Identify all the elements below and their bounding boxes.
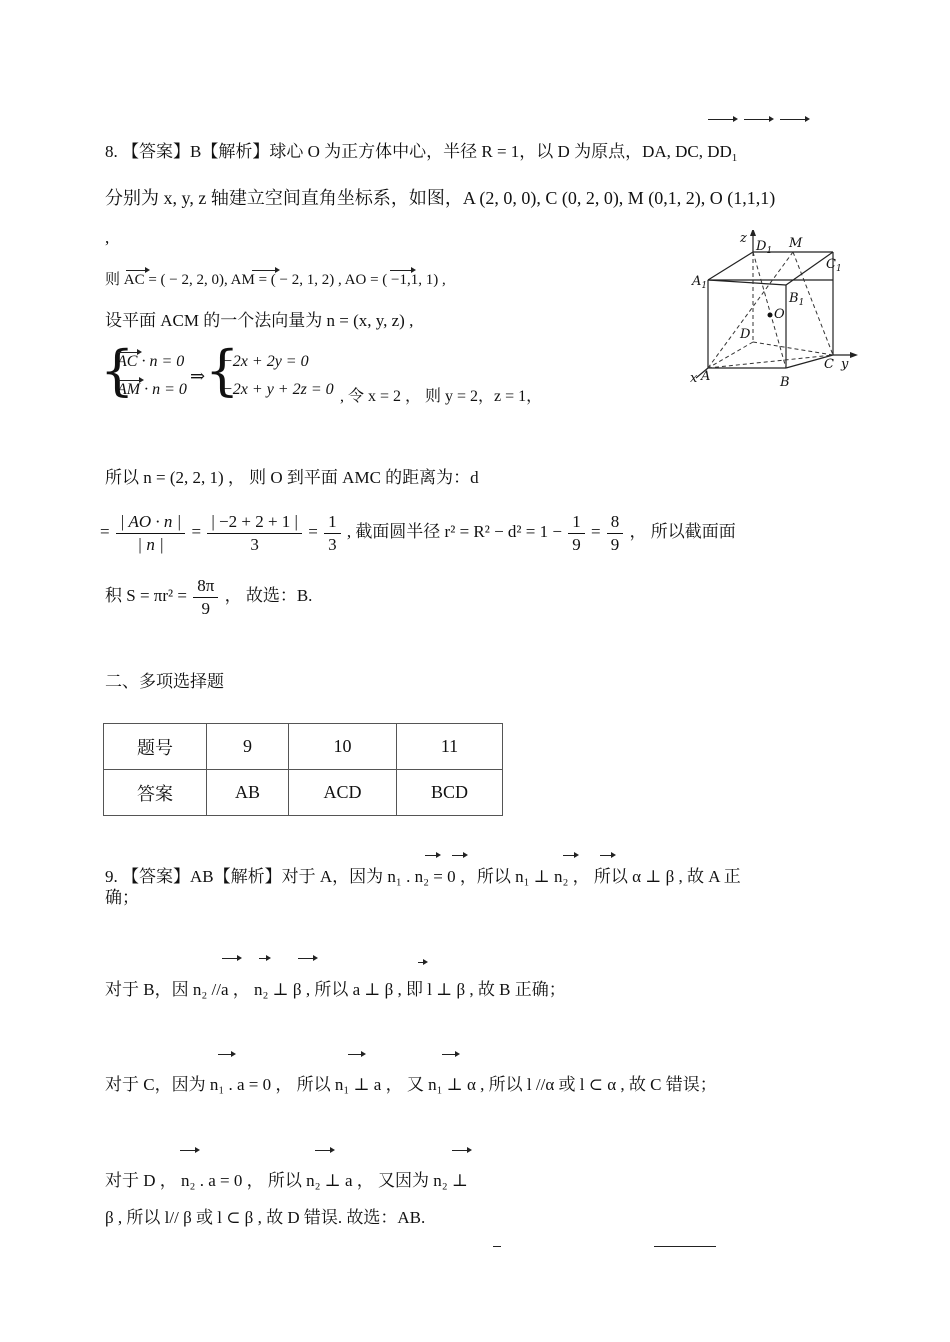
q9-line1b: 确； [105,888,139,907]
sys-right-2: −2x + y + 2z = 0 [222,381,334,398]
arrow-n1b [563,855,577,856]
right-brace: { [205,339,240,402]
edge-A1D1 [708,252,753,280]
svg-text:y: y [841,357,849,372]
z-arrowhead [750,230,756,236]
sys-left-1: AC · n = 0 [117,353,185,370]
top-arrow-1 [708,119,736,120]
arrow-b1 [222,958,240,959]
arrow-c1 [218,1054,234,1055]
answer-table-row: 答案 AB ACD BCD [104,770,503,816]
arrow-d2 [315,1150,333,1151]
frac-223: $\frac{| -2 + 2 + 1 |}{3}$ [207,511,302,556]
svg-text:C1: $C_1$ [826,257,842,274]
svg-text:D1: $D_1$ [756,239,773,256]
arrow-b3 [298,958,316,959]
q8-line5: 所以 n = (2, 2, 1) ， 则 O 到平面 AMC 的距离为：d [105,468,479,487]
cube-figure [688,230,860,392]
svg-text:D: D [740,327,751,342]
q9-line1: 9. 【答案】AB【解析】对于 A，因为 n₁ . n₂ = 0 ，所以 n₁ ⊥ n₂ ， 所以 α ⊥ β , 故 A 正 [105,867,741,886]
svg-text:A: A [701,369,711,384]
q8-area: 积 S = πr² = $\frac{8\pi}{9}$ ， 故选：B. [105,575,313,618]
q8-line2b: , [105,228,110,247]
q8-sys-tail: , 令 x = 2 ， 则 y = 2，z = 1， [340,388,543,405]
q9-line5: β , 所以 l// β 或 l ⊂ β , 故 D 错误. 故选：AB. [105,1208,426,1227]
arrow-sys-AC [118,352,140,353]
svg-text:B: B [780,375,790,390]
svg-text:x: x [690,371,698,386]
arrow-b4 [418,962,426,963]
top-arrow-3 [780,119,808,120]
bottom-rule-short [493,1246,501,1247]
arrow-b2 [259,958,269,959]
frac-1-3: $\frac{1}{3}$ [324,511,341,556]
system-left [117,348,187,404]
arrow-d1 [180,1150,198,1151]
frac-1-9: $\frac{1}{9}$ [568,511,585,556]
q8-line4: 设平面 ACM 的一个法向量为 n = (x, y, z) , [105,311,414,330]
q8-line1: 8. 【答案】B【解析】球心 O 为正方体中心，半径 R = 1，以 D 为原点，DA, DC, $DD_1$ [105,142,738,164]
svg-text:C: C [824,357,834,372]
arrow-n2b [600,855,614,856]
svg-text:B1: $B_1$ [789,291,805,308]
q8-line3: 则 AC = ( − 2, 2, 0), AM = ( − 2, 1, 2) , AO = ( −1,1, 1) , [105,272,446,288]
arrow-c3 [442,1054,458,1055]
top-arrow-2 [744,119,772,120]
frac-AO-n: $\frac{| AO \cdot n |}{| n |}$ [116,511,185,556]
svg-text:A1: $A_1$ [692,274,708,291]
arrow-n1 [425,855,439,856]
q9-line2: 对于 B，因 n₂ //a ， n₂ ⊥ β , 所以 a ⊥ β , 即 l ⊥ β , 故 B 正确； [105,980,566,999]
y-arrowhead [850,352,858,358]
svg-text:z: z [740,231,747,246]
implies-arrow: ⇒ [190,366,206,386]
system-right [222,348,334,404]
frac-8-9: $\frac{8}{9}$ [607,511,624,556]
answer-table [103,723,503,816]
sys-left-2: AM · n = 0 [117,381,187,398]
svg-text:M: M [789,236,803,251]
section-heading: 二、多项选择题 [105,672,224,691]
answer-table-header: 题号 9 10 11 [104,724,503,770]
frac-8pi-9: $\frac{8\pi}{9}$ [193,575,218,620]
arrow-c2 [348,1054,364,1055]
point-O [768,313,773,318]
arrow-sys-AM [118,380,142,381]
arrow-d3 [452,1150,470,1151]
q8-line2: 分别为 x, y, z 轴建立空间直角坐标系，如图，A (2, 0, 0), C (0, 2, 0), M (0,1, 2), O (1,1,1) [105,188,776,208]
edge-A1B1b [708,280,786,285]
svg-text:O: O [774,307,785,322]
left-brace: { [100,339,135,402]
edge-DC [753,342,833,355]
q9-line3: 对于 C，因为 n₁ . a = 0 ， 所以 n₁ ⊥ a ， 又 n₁ ⊥ α , 所以 l //α 或 l ⊂ α , 故 C 错误； [105,1075,717,1094]
arrow-n2 [452,855,466,856]
sys-right-1: −2x + 2y = 0 [222,353,309,370]
bottom-rule-long [654,1246,716,1247]
q8-distance: = $\frac{| AO \cdot n |}{| n |}$ = $\frac{| -2 + 2 + 1 |}{3}$ = $\frac{1}{3}$ , 截面圆半径 r² = R² − d² = 1 − $\frac{1}{9}$ = $\frac{8}{9}$ ， 所以截面面 [100,511,736,554]
q9-line4: 对于 D ， n₂ . a = 0 ， 所以 n₂ ⊥ a ， 又因为 n₂ ⊥ [105,1171,468,1190]
